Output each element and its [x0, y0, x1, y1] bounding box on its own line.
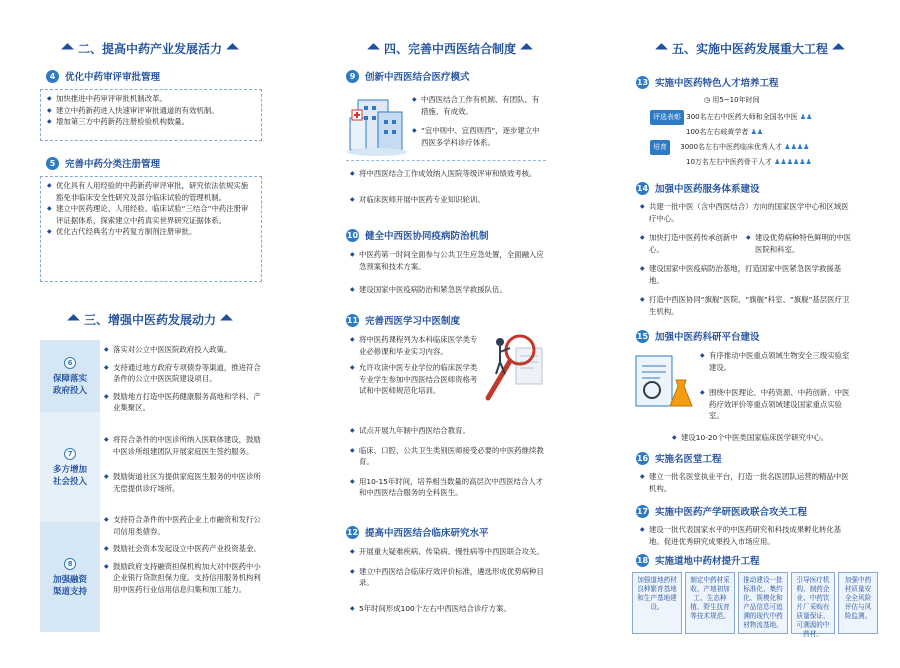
list-item: ◆ 建设优势病种特色鲜明的中医医院和科室。 [746, 232, 852, 255]
list-item: ◆ 建立中药新药进入快速审评审批通道的有效机制。 [47, 105, 255, 117]
list-item: ◆ 开展重大疑难疾病、传染病、慢性病等中西医联合攻关。 [350, 546, 550, 558]
talent-rows: 评选表彰 300名左右中医药大师和全国名中医 ♟♟ 100名左右岐黄学者 ♟♟ 培育 3000名左右中医药临床优秀人才 ♟♟♟♟ 10万名左右中医药骨干人才 ♟♟♟♟♟♟ [650, 110, 860, 170]
list-item: ◆ 建立中西医结合临床疗效评价标准，遴选形成优势病种目录。 [350, 566, 550, 589]
list-item: ◆ 建立一批名医堂执业平台，打造一批名医团队运营的精品中医机构。 [640, 471, 852, 494]
items-11b [350, 425, 550, 499]
subsection-11 [346, 313, 460, 327]
hospital-icon [344, 92, 410, 158]
list-item: ◆ 鼓励社会资本发起设立中医药产业投资基金。 [104, 543, 264, 555]
items-15b [672, 432, 856, 444]
number-badge: 10 [346, 230, 359, 240]
items-7 [104, 434, 264, 494]
items-14 [640, 201, 852, 317]
label-8: 8 加强融资 渠道支持 [40, 522, 100, 632]
number-badge: 14 [636, 183, 649, 193]
items-11a [350, 334, 478, 397]
list-item: ◆ 建立中医药理论、人用经验、临床试验“三结合”中药注册审评证据体系，探索建立中药真实世界研究证据体系。 [47, 203, 255, 226]
list-item: ◆ 建设10-20个中医类国家临床医学研究中心。 [672, 432, 856, 444]
subsection-title: 实施名医堂工程 [655, 454, 722, 465]
column-1 [0, 0, 300, 668]
list-item: ◆ 落实对公立中医医院政府投入政策。 [104, 344, 264, 356]
list-item: ◆ “宜中则中、宜西则西”，逐步建立中西医多学科诊疗体系。 [412, 125, 546, 148]
items-17 [640, 524, 852, 547]
lab-report-icon [632, 350, 696, 422]
list-item: ◆ 5年时间形成100个左右中西医结合诊疗方案。 [350, 603, 550, 615]
list-item: ◆ 中西医结合工作有机制、有团队、有措施、有成效。 [412, 94, 546, 117]
number-badge: 4 [46, 70, 59, 83]
number-badge: 16 [636, 453, 649, 463]
list-item: ◆ 鼓励地方打造中医药健康服务高地和学科、产业集聚区。 [104, 391, 264, 414]
period-text: ◷ 用5~10年时间 [704, 96, 760, 104]
number-badge: 5 [46, 157, 59, 170]
label-6: 6 保障落实 政府投入 [40, 340, 100, 412]
subsection-title: 实施道地中药材提升工程 [655, 556, 760, 567]
subsection-title: 加强中医药科研平台建设 [655, 332, 760, 343]
number-badge: 8 [64, 558, 76, 570]
column-2 [300, 0, 600, 668]
subsection-4 [46, 69, 160, 83]
herb-card-3: 推动建设一批标准化、集约化、规模化和产品信息可追溯的现代中药材物流基地。 [738, 572, 788, 634]
subsection-5-box [40, 176, 262, 282]
subsection-13 [636, 75, 779, 89]
subsection-title: 加强中医药服务体系建设 [655, 184, 760, 195]
column-3 [600, 0, 900, 668]
subsection-10 [346, 228, 489, 242]
number-badge: 13 [636, 77, 649, 87]
list-item: ◆ 加快推进中药审评审批机制改革。 [47, 93, 255, 105]
number-badge: 17 [636, 506, 649, 516]
list-item: ◆ 建设一批代表国家水平的中医药研究和科技成果孵化转化基地。促进优秀研究成果投入市场应用。 [640, 524, 852, 547]
herb-card-5: 加强中药材质量安全全风险评估与风险监测。 [838, 572, 878, 634]
subsection-title: 实施中医药产学研医政联合攻关工程 [655, 507, 808, 518]
subsection-title: 提高中西医结合临床研究水平 [365, 528, 489, 539]
subsection-15 [636, 329, 760, 343]
list-item: ◆ 增加第三方中药新药注册检验机构数量。 [47, 116, 255, 128]
subsection-title: 优化中药审评审批管理 [65, 72, 161, 83]
list-item: ◆ 建设国家中医疫病防治和紧急医学救援队伍。 [350, 284, 550, 296]
herb-card-2: 制定中药材采收、产地初加工、生态种植、野生抚育等技术规范。 [685, 572, 735, 634]
list-item: ◆ 支持符合条件的中医药企业上市融资和发行公司信用类债券。 [104, 514, 264, 537]
number-badge: 11 [346, 315, 359, 325]
list-item: ◆ 将中西医结合工作成效纳入医院等级评审和绩效考核。 [350, 168, 550, 180]
clock-icon: ◷ [704, 96, 711, 104]
section-title-4: 四、完善中西医结合制度 [300, 40, 600, 57]
items-9b [350, 168, 550, 205]
list-item: ◆ 鼓励政府支持融资担保机构加大对中医药中小企业银行贷款担保力度。支持信用服务机构利用中医药行业信用信息归集和加工能力。 [104, 561, 264, 596]
subsection-4-box [40, 89, 262, 141]
label-7: 7 多方增加 社会投入 [40, 412, 100, 522]
section-title-3: 三、增强中医药发展动力 [0, 311, 300, 328]
items-8 [104, 514, 264, 595]
list-item: ◆ 将符合条件的中医诊所纳入医联体建设，鼓励中医诊所组建团队开展家庭医生签约服务。 [104, 434, 264, 457]
list-item: ◆ 加快打造中医药传承创新中心。 [640, 232, 740, 255]
list-item: ◆ 将中医药课程列为本科临床医学类专业必修课和毕业实习内容。 [350, 334, 478, 357]
subsection-12 [346, 525, 489, 539]
number-badge: 12 [346, 527, 359, 537]
items-15a [700, 350, 852, 422]
subsection-5 [46, 156, 160, 170]
list-item: ◆ 围绕中医理论、中药资源、中药创新、中医药疗效评价等重点领域建设国家重点实验室。 [700, 387, 852, 422]
magnifier-icon [480, 328, 552, 418]
subsection-17 [636, 504, 807, 518]
list-item: ◆ 优化古代经典名方中药复方制剂注册审批。 [47, 226, 255, 238]
list-item: ◆ 有序推动中医重点领域生物安全三级实验室建设。 [700, 350, 852, 373]
items-9a [412, 94, 546, 148]
list-item: ◆ 打造中西医协同“旗舰”医院、“旗舰”科室、“旗舰”基层医疗卫生机构。 [640, 294, 852, 317]
number-badge: 15 [636, 331, 649, 341]
list-item: ◆ 用10-15年时间，培养相当数量的高层次中西医结合人才和中西医结合服务的全科医生。 [350, 476, 550, 499]
number-badge: 7 [64, 448, 76, 460]
section-title-2: 二、提高中药产业发展活力 [0, 40, 300, 57]
subsection-title: 健全中西医协同疫病防治机制 [365, 231, 489, 242]
section-title-5: 五、实施中医药发展重大工程 [600, 40, 900, 57]
items-16 [640, 471, 852, 494]
list-item: ◆ 临床、口腔、公共卫生类别医师接受必要的中医药继续教育。 [350, 445, 550, 468]
list-item: ◆ 允许攻读中医专业学位的临床医学类专业学生参加中西医结合医师资格考试和中医师规范化培训。 [350, 362, 478, 397]
list-item: ◆ 对临床医师开展中医药专业知识轮训。 [350, 194, 550, 206]
list-item: ◆ 支持通过地方政府专项债券等渠道，推进符合条件的公立中医医院建设项目。 [104, 362, 264, 385]
list-item: ◆ 建设国家中医疫病防治基地，打造国家中医紧急医学救援基地。 [640, 263, 852, 286]
subsection-9 [346, 69, 470, 83]
list-item: ◆ 试点开展九年制中西医结合教育。 [350, 425, 550, 437]
herb-card-4: 引导医疗机构、制药企业、中药饮片厂采购有质量保证、可溯源的中药材。 [791, 572, 835, 634]
herb-card-1: 加强道地药材良种繁育基地和生产基地建设。 [632, 572, 682, 634]
subsection-16 [636, 451, 722, 465]
items-10 [350, 249, 550, 296]
list-item: ◆ 优化具有人用经验的中药新药审评审批，研究依法依规实施豁免非临床安全性研究及部分临床试验的管理机制。 [47, 180, 255, 203]
subsection-title: 完善中药分类注册管理 [65, 159, 161, 170]
list-item: ◆ 中医药第一时间全面参与公共卫生应急处置，全面融入应急预案和技术方案。 [350, 249, 550, 272]
subsection-title: 实施中医药特色人才培养工程 [655, 78, 779, 89]
list-item: ◆ 共建一批中医（含中西医结合）方向的国家医学中心和区域医疗中心。 [640, 201, 852, 224]
number-badge: 18 [636, 555, 649, 565]
subsection-title: 创新中西医结合医疗模式 [365, 72, 470, 83]
number-badge: 9 [346, 70, 359, 83]
list-item: ◆ 鼓励街道社区为提供家庭医生服务的中医诊所无偿提供诊疗场所。 [104, 471, 264, 494]
items-6 [104, 344, 264, 414]
subsection-18 [636, 553, 760, 567]
items-12 [350, 546, 550, 614]
subsection-14 [636, 181, 760, 195]
number-badge: 6 [64, 357, 76, 369]
subsection-title: 完善西医学习中医制度 [365, 316, 461, 327]
